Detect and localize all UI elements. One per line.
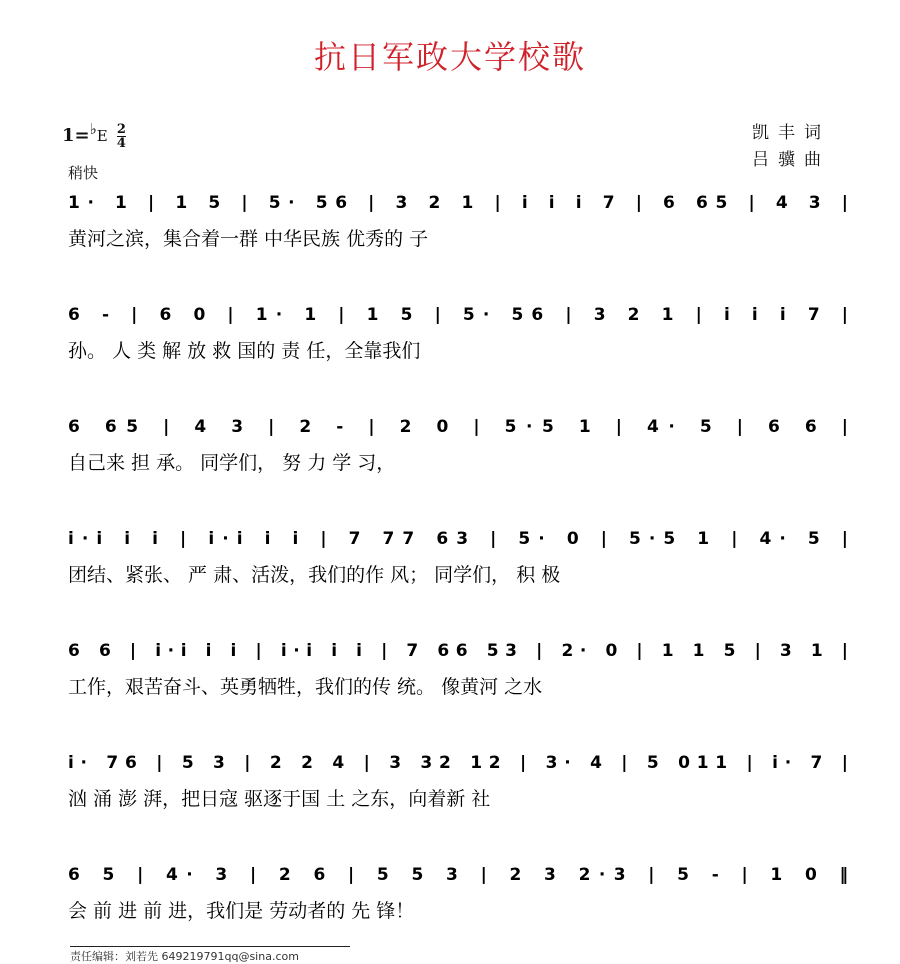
score-row-lyrics: 团结、紧张、 严 肃、活泼，我们的作 风； 同学们， 积 极 bbox=[68, 564, 561, 586]
key-name: E bbox=[96, 127, 108, 145]
score-row-lyrics: 汹 涌 澎 湃，把日寇 驱逐于国 土 之东，向着新 社 bbox=[68, 788, 491, 810]
score-row-notes: 6 6 | i·i i i | i·i i i | 7 66 53 | 2· 0 | 1 1 5 | 3 1 | bbox=[68, 641, 849, 661]
score-row-notes: i·i i i | i·i i i | 7 77 63 | 5· 0 | 5·5 1 | 4· 5 | bbox=[68, 529, 848, 549]
score-row-notes: 1· 1 | 1 5 | 5· 56 | 3 2 1 | i i i 7 | 6 65 | 4 3 | bbox=[68, 193, 848, 213]
time-top: 2 bbox=[116, 121, 126, 137]
footer-credit: 责任编辑：刘若先 649219791qq@sina.com bbox=[70, 946, 350, 964]
score-row-lyrics: 孙。 人 类 解 放 救 国的 责 任，全靠我们 bbox=[68, 340, 421, 362]
key-base: 1= bbox=[62, 125, 90, 146]
song-title: 抗日军政大学校歌 bbox=[313, 38, 586, 76]
score-row-notes: i· 76 | 5 3 | 2 2 4 | 3 32 12 | 3· 4 | 5 011 | i· 7 | bbox=[68, 753, 849, 773]
score-row-lyrics: 黄河之滨，集合着一群 中华民族 优秀的 子 bbox=[68, 228, 429, 250]
composer-credit: 吕骥曲 bbox=[752, 150, 830, 170]
score-row-notes: 6 65 | 4 3 | 2 - | 2 0 | 5·5 1 | 4· 5 | 6 6 | bbox=[68, 417, 849, 437]
score-row-lyrics: 工作，艰苦奋斗、英勇牺牲，我们的传 统。 像黄河 之水 bbox=[68, 676, 543, 698]
flat-sign: ♭ bbox=[89, 120, 97, 138]
lyricist-credit: 凯丰词 bbox=[752, 123, 830, 143]
time-bottom: 4 bbox=[116, 135, 126, 151]
score-row-lyrics: 自己来 担 承。 同学们， 努 力 学 习， bbox=[68, 452, 396, 474]
score-row-notes: 6 5 | 4· 3 | 2 6 | 5 5 3 | 2 3 2·3 | 5 - | 1 0 ‖ bbox=[68, 865, 849, 885]
tempo-marking: 稍快 bbox=[68, 164, 99, 182]
score-row-notes: 6 - | 6 0 | 1· 1 | 1 5 | 5· 56 | 3 2 1 | i i i 7 | bbox=[68, 305, 849, 325]
score-row-lyrics: 会 前 进 前 进，我们是 劳动者的 先 锋！ bbox=[68, 900, 415, 922]
